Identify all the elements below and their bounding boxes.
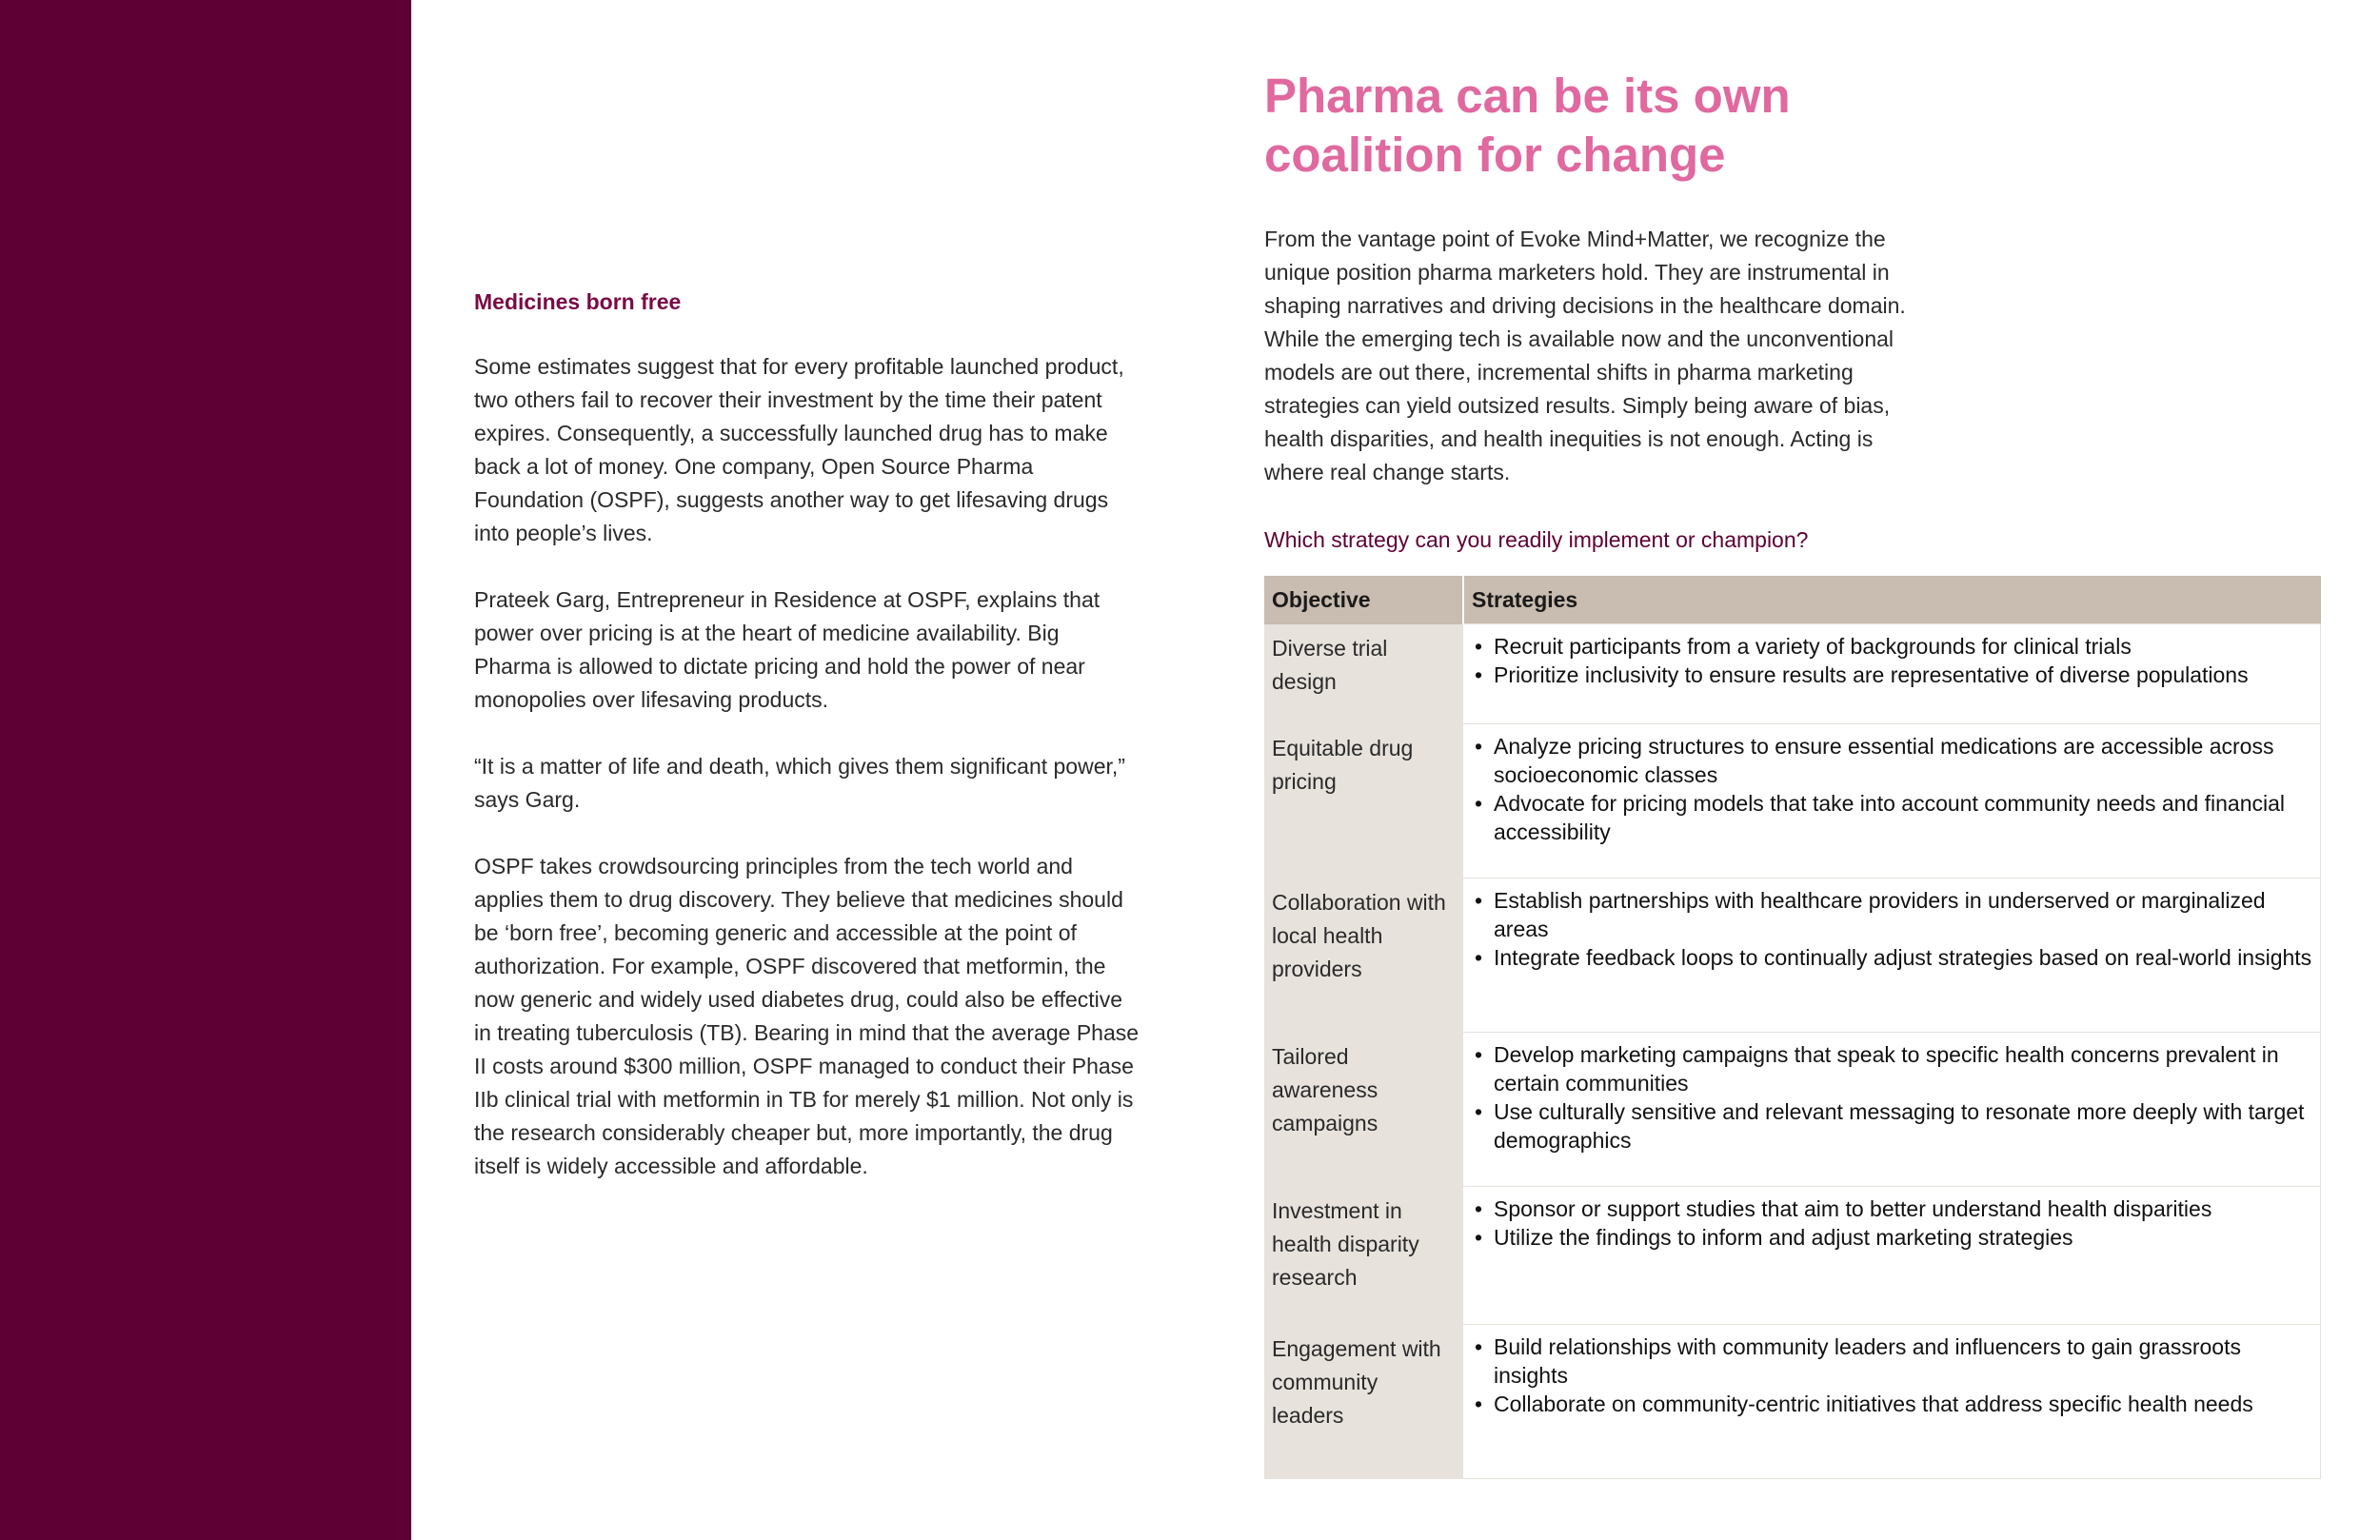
table-row xyxy=(1264,724,2321,879)
strategies-header: Strategies xyxy=(1463,576,2321,624)
table-row xyxy=(1264,1033,2321,1187)
strategy-item: • Sponsor or support studies that aim to better understand health disparities xyxy=(1494,1194,2312,1223)
paragraph-2: Prateek Garg, Entrepreneur in Residence at OSPF, explains that power over pricing is at the heart of medicine availability. Big Pharma is allowed to dictate pricing and hold the power of near monopolies over lifesaving products. xyxy=(474,587,1101,712)
objective-cell: Collaboration with local health providers xyxy=(1264,879,1463,1033)
table-header-row xyxy=(1264,576,2321,624)
table-row xyxy=(1264,1187,2321,1325)
strategy-list xyxy=(1471,632,2312,689)
intro-paragraph: From the vantage point of Evoke Mind+Matter, we recognize the unique position pharma marketers hold. They are instrumental in shaping narratives and driving decisions in the healthcare domain. While the emerging tech is available now and the unconventional models are out there, incremental shifts in pharma marketing strategies can yield outsized results. Simply being aware of bias, health disparities, and health inequities is not enough. Acting is where real change starts. xyxy=(1264,227,1906,484)
strategies-cell xyxy=(1463,624,2321,724)
strategies-cell xyxy=(1463,1033,2321,1187)
strategies-cell xyxy=(1463,724,2321,879)
objective-cell: Equitable drug pricing xyxy=(1264,724,1463,879)
table-row xyxy=(1264,879,2321,1033)
strategy-list xyxy=(1471,886,2312,972)
strategy-question: Which strategy can you readily implement or champion? xyxy=(1264,527,1809,552)
page-title: Pharma can be its own coalition for change xyxy=(1264,69,1791,182)
objective-cell: Engagement with community leaders xyxy=(1264,1325,1463,1479)
strategy-list xyxy=(1471,1333,2312,1418)
sidebar-band xyxy=(0,0,411,1540)
paragraph-4: OSPF takes crowdsourcing principles from the tech world and applies them to drug discovery. They believe that medicines should be ‘born free’, becoming generic and accessible at the point of authorization. For example, OSPF discovered that metformin, the now generic and widely used diabetes drug, could also be effective in treating tuberculosis (TB). Bearing in mind that the average Phase II costs around $300 million, OSPF managed to conduct their Phase IIb clinical trial with metformin in TB for merely $1 million. Not only is the research considerably cheaper but, more importantly, the drug itself is widely accessible and affordable. xyxy=(474,854,1140,1178)
strategy-item: • Advocate for pricing models that take into account community needs and financial accessibility xyxy=(1494,789,2312,846)
strategy-item: • Integrate feedback loops to continually adjust strategies based on real-world insights xyxy=(1494,943,2312,972)
strategies-cell xyxy=(1463,879,2321,1033)
table-row xyxy=(1264,1325,2321,1479)
strategies-cell xyxy=(1463,1187,2321,1325)
section-heading: Medicines born free xyxy=(474,289,682,314)
strategy-item: • Analyze pricing structures to ensure essential medications are accessible across socioeconomic classes xyxy=(1494,732,2312,789)
strategy-list xyxy=(1471,732,2312,846)
strategy-list xyxy=(1471,1194,2312,1252)
objective-cell: Diverse trial design xyxy=(1264,624,1463,724)
objective-cell: Investment in health disparity research xyxy=(1264,1187,1463,1325)
right-column xyxy=(1264,67,2321,577)
strategies-table xyxy=(1264,576,2321,1479)
left-column xyxy=(474,286,1140,1216)
table-row xyxy=(1264,624,2321,724)
strategy-item: • Build relationships with community leaders and influencers to gain grassroots insights xyxy=(1494,1333,2312,1390)
strategy-item: • Recruit participants from a variety of backgrounds for clinical trials xyxy=(1494,632,2312,661)
strategy-item: • Establish partnerships with healthcare providers in underserved or marginalized areas xyxy=(1494,886,2312,943)
strategy-list xyxy=(1471,1040,2312,1155)
paragraph-3-quote: “It is a matter of life and death, which gives them significant power,” says Garg. xyxy=(474,754,1125,812)
strategy-item: • Develop marketing campaigns that speak to specific health concerns prevalent in certain communities xyxy=(1494,1040,2312,1097)
strategy-item: • Use culturally sensitive and relevant messaging to resonate more deeply with target demographics xyxy=(1494,1097,2312,1155)
paragraph-1: Some estimates suggest that for every profitable launched product, two others fail to recover their investment by the time their patent expires. Consequently, a successfully launched drug has to make back a lot of money. One company, Open Source Pharma Foundation (OSPF), suggests another way to get lifesaving drugs into people’s lives. xyxy=(474,354,1124,545)
strategy-item: • Prioritize inclusivity to ensure results are representative of diverse populations xyxy=(1494,661,2312,689)
strategy-item: • Utilize the findings to inform and adjust marketing strategies xyxy=(1494,1223,2312,1252)
objective-cell: Tailored awareness campaigns xyxy=(1264,1033,1463,1187)
objective-header: Objective xyxy=(1264,576,1463,624)
strategies-cell xyxy=(1463,1325,2321,1479)
strategy-item: • Collaborate on community-centric initiatives that address specific health needs xyxy=(1494,1390,2312,1418)
